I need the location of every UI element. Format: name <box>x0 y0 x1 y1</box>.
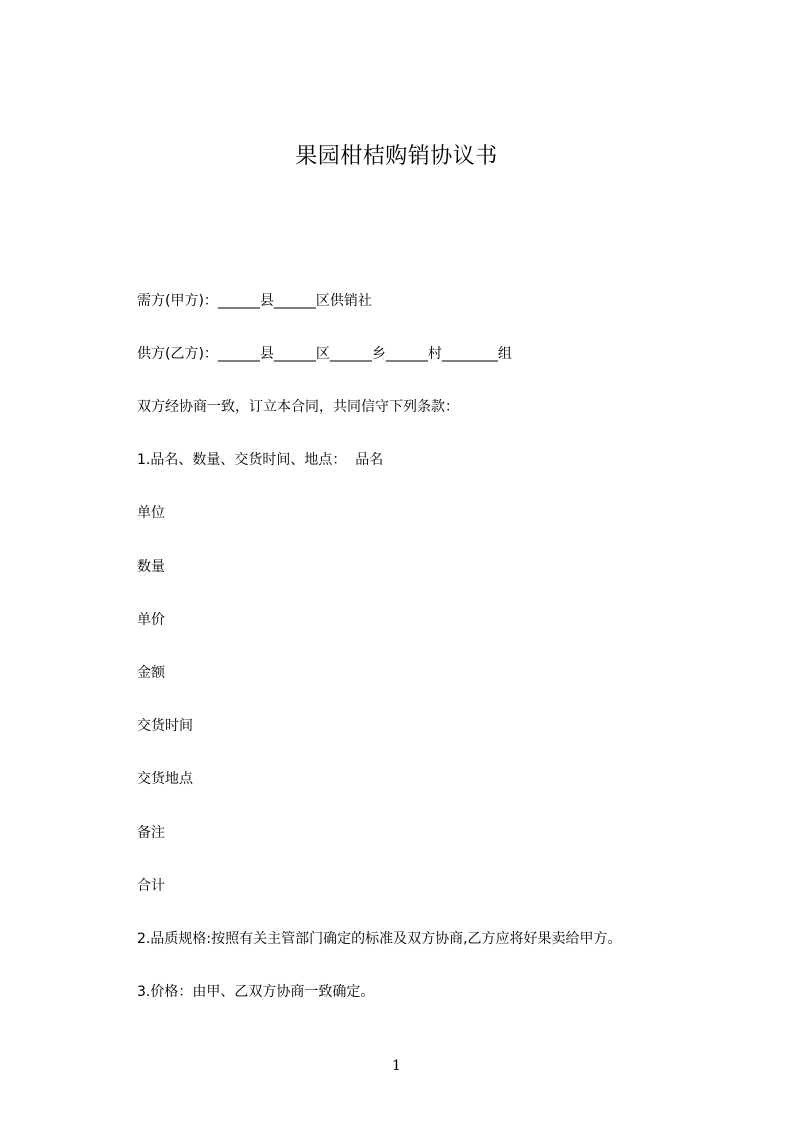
field-delivery-place: 交货地点 <box>137 771 193 787</box>
field-total: 合计 <box>137 878 165 894</box>
field-amount: 金额 <box>137 665 165 681</box>
field-unit: 单位 <box>137 505 165 521</box>
clause-1-heading: 1.品名、数量、交货时间、地点： 品名 <box>137 452 384 468</box>
field-delivery-time: 交货时间 <box>137 718 193 734</box>
field-quantity: 数量 <box>137 559 165 575</box>
field-unit-price: 单价 <box>137 612 165 628</box>
agreement-intro: 双方经协商一致，订立本合同，共同信守下列条款： <box>137 399 459 415</box>
party-b-line: 供方(乙方)：______县______区______乡______村________组 <box>137 346 512 362</box>
clause-3-price: 3.价格：由甲、乙双方协商一致确定。 <box>137 984 375 1000</box>
clause-2-quality: 2.品质规格:按照有关主管部门确定的标准及双方协商,乙方应将好果卖给甲方。 <box>137 931 622 947</box>
field-remarks: 备注 <box>137 825 165 841</box>
document-title: 果园柑桔购销协议书 <box>295 144 498 169</box>
page-number: 1 <box>392 1058 401 1074</box>
party-a-line: 需方(甲方)：______县______区供销社 <box>137 293 372 309</box>
